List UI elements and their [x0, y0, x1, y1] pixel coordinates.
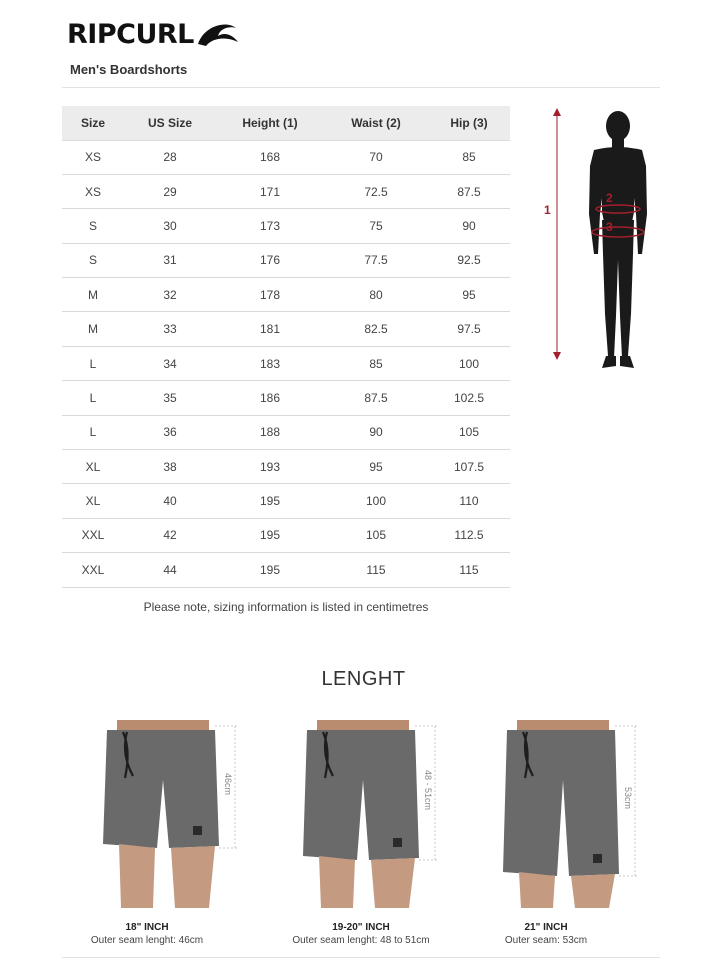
length-description: Outer seam: 53cm — [504, 935, 588, 946]
cell-height: 183 — [216, 346, 324, 380]
cell-size: XL — [62, 450, 124, 484]
header-waist: Waist (2) — [324, 106, 428, 140]
length-title: 18" INCH — [125, 922, 169, 933]
cell-waist: 72.5 — [324, 174, 428, 208]
cell-height: 178 — [216, 278, 324, 312]
brand-name: RIPCURL — [67, 18, 194, 50]
boardshort-caption — [47, 922, 247, 946]
seam-measure-label: 46cm — [223, 772, 233, 796]
waist-label: 2 — [606, 191, 613, 205]
cell-size: XXL — [62, 553, 124, 587]
sizing-note: Please note, sizing information is listed in centimetres — [143, 600, 429, 614]
cell-us-size: 42 — [124, 518, 216, 552]
cell-height: 176 — [216, 243, 324, 277]
cell-us-size: 32 — [124, 278, 216, 312]
cell-us-size: 33 — [124, 312, 216, 346]
cell-height: 168 — [216, 140, 324, 174]
cell-hip: 105 — [428, 415, 510, 449]
cell-size: L — [62, 415, 124, 449]
table-row — [62, 140, 510, 174]
silhouette — [589, 111, 647, 368]
table-row — [62, 174, 510, 208]
header-height: Height (1) — [216, 106, 324, 140]
table-row — [62, 484, 510, 518]
table-row — [62, 209, 510, 243]
cell-hip: 85 — [428, 140, 510, 174]
cell-hip: 87.5 — [428, 174, 510, 208]
height-marker — [553, 108, 561, 360]
cell-waist: 75 — [324, 209, 428, 243]
cell-hip: 102.5 — [428, 381, 510, 415]
header-size: Size — [62, 106, 124, 140]
cell-waist: 82.5 — [324, 312, 428, 346]
cell-hip: 92.5 — [428, 243, 510, 277]
page-subtitle: Men's Boardshorts — [70, 62, 188, 77]
table-row — [62, 415, 510, 449]
cell-size: XS — [62, 140, 124, 174]
boardshort-caption — [261, 922, 461, 946]
cell-us-size: 36 — [124, 415, 216, 449]
table-row — [62, 312, 510, 346]
table-header-row — [62, 106, 510, 140]
cell-height: 186 — [216, 381, 324, 415]
cell-height: 195 — [216, 484, 324, 518]
table-row — [62, 346, 510, 380]
cell-size: L — [62, 346, 124, 380]
cell-hip: 107.5 — [428, 450, 510, 484]
body-measurement-figure — [536, 104, 656, 376]
cell-us-size: 40 — [124, 484, 216, 518]
cell-waist: 105 — [324, 518, 428, 552]
cell-size: S — [62, 209, 124, 243]
cell-waist: 100 — [324, 484, 428, 518]
cell-size: XL — [62, 484, 124, 518]
cell-waist: 70 — [324, 140, 428, 174]
cell-size: XS — [62, 174, 124, 208]
divider — [62, 957, 660, 958]
cell-waist: 90 — [324, 415, 428, 449]
cell-us-size: 29 — [124, 174, 216, 208]
cell-waist: 87.5 — [324, 381, 428, 415]
cell-size: M — [62, 312, 124, 346]
cell-us-size: 44 — [124, 553, 216, 587]
boardshort-card — [97, 720, 267, 920]
height-label: 1 — [544, 203, 551, 217]
brand-logo — [67, 18, 240, 50]
table-row — [62, 553, 510, 587]
table-row — [62, 450, 510, 484]
cell-hip: 97.5 — [428, 312, 510, 346]
length-description: Outer seam lenght: 48 to 51cm — [292, 935, 430, 946]
cell-size: L — [62, 381, 124, 415]
cell-waist: 77.5 — [324, 243, 428, 277]
table-row — [62, 381, 510, 415]
seam-measure-label: 48 - 51cm — [423, 769, 433, 811]
cell-size: M — [62, 278, 124, 312]
divider — [62, 87, 660, 88]
boardshort-caption — [446, 922, 646, 946]
boardshort-card — [297, 720, 467, 920]
cell-hip: 95 — [428, 278, 510, 312]
boardshort-photo — [97, 720, 267, 908]
seam-measure-label: 53cm — [623, 786, 633, 810]
length-title: 21" INCH — [524, 922, 568, 933]
cell-us-size: 35 — [124, 381, 216, 415]
cell-us-size: 30 — [124, 209, 216, 243]
cell-height: 195 — [216, 518, 324, 552]
cell-hip: 110 — [428, 484, 510, 518]
cell-hip: 112.5 — [428, 518, 510, 552]
cell-height: 171 — [216, 174, 324, 208]
cell-waist: 95 — [324, 450, 428, 484]
cell-waist: 115 — [324, 553, 428, 587]
cell-height: 188 — [216, 415, 324, 449]
cell-size: XXL — [62, 518, 124, 552]
hip-label: 3 — [606, 220, 613, 234]
boardshort-photo — [497, 720, 667, 908]
table-row — [62, 518, 510, 552]
cell-waist: 85 — [324, 346, 428, 380]
wave-logo-icon — [196, 20, 240, 48]
cell-us-size: 28 — [124, 140, 216, 174]
size-chart-table — [62, 106, 510, 588]
cell-us-size: 34 — [124, 346, 216, 380]
cell-us-size: 31 — [124, 243, 216, 277]
header-us-size: US Size — [124, 106, 216, 140]
cell-hip: 115 — [428, 553, 510, 587]
cell-us-size: 38 — [124, 450, 216, 484]
cell-waist: 80 — [324, 278, 428, 312]
table-row — [62, 278, 510, 312]
boardshort-card — [497, 720, 667, 920]
cell-height: 193 — [216, 450, 324, 484]
cell-height: 195 — [216, 553, 324, 587]
cell-size: S — [62, 243, 124, 277]
cell-height: 173 — [216, 209, 324, 243]
header-hip: Hip (3) — [428, 106, 510, 140]
length-section-title: LENGHT — [321, 668, 406, 690]
length-description: Outer seam lenght: 46cm — [90, 935, 204, 946]
cell-hip: 100 — [428, 346, 510, 380]
cell-hip: 90 — [428, 209, 510, 243]
boardshort-photo — [297, 720, 467, 908]
cell-height: 181 — [216, 312, 324, 346]
table-row — [62, 243, 510, 277]
length-title: 19-20" INCH — [332, 922, 390, 933]
